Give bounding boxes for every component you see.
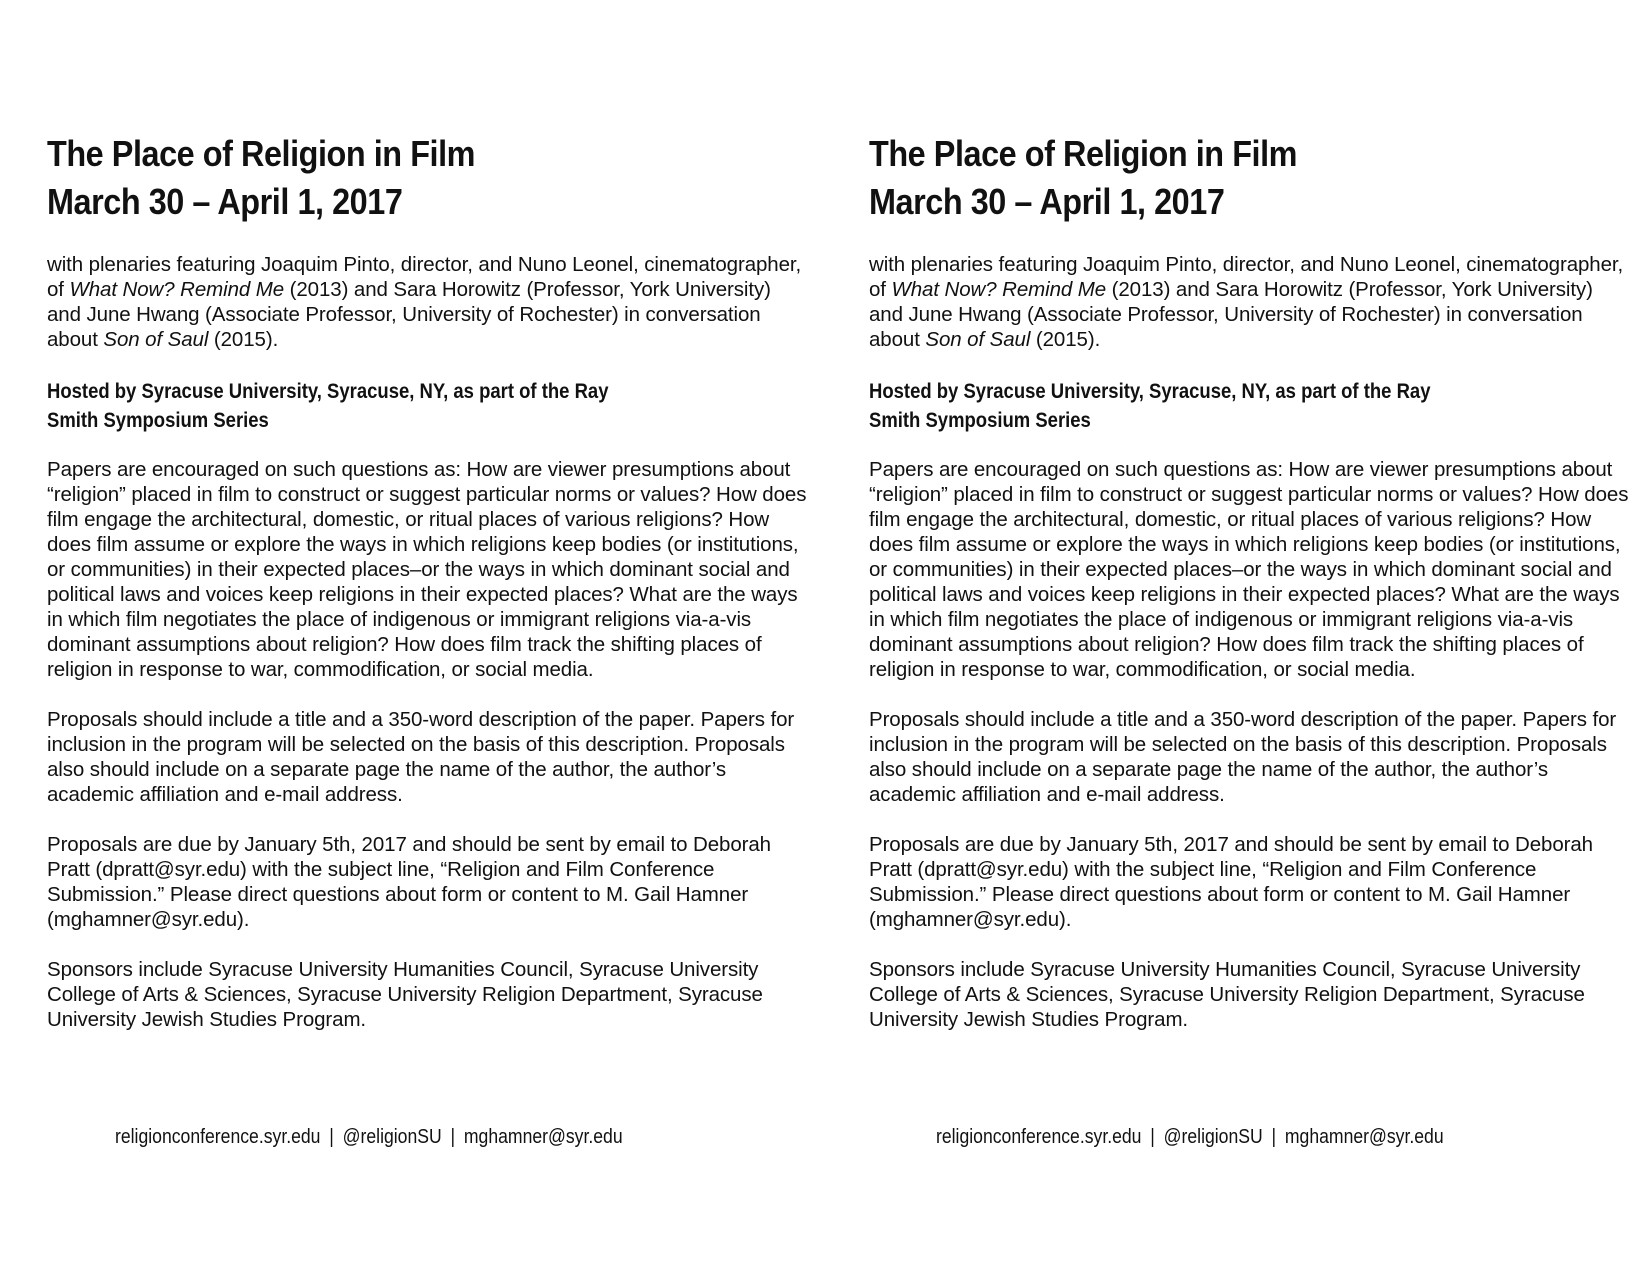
intro-text: (2015). <box>208 328 279 351</box>
footer-separator: | <box>1271 1126 1277 1148</box>
title-line-event: The Place of Religion in Film <box>869 133 1298 174</box>
website-link[interactable]: religionconference.syr.edu <box>936 1126 1142 1148</box>
website-link[interactable]: religionconference.syr.edu <box>115 1126 321 1148</box>
questions-paragraph: Papers are encouraged on such questions as: How are viewer presumptions about “religion” placed in film to construct or suggest particular norms or values? How does film engage the architectural, domestic, or ritual places of various religions? How does film assume or explore the ways in which religions keep bodies (or institutions, or communities) in their expected places–or the ways in which dominant social and political laws and voices keep religions in their expected places? What are the ways in which film negotiates the place of indigenous or immigrant religions via-a-vis dominant assumptions about religion? How does film track the shifting places of religion in response to war, commodification, or social media. <box>47 458 807 681</box>
footer-contacts <box>115 1124 623 1150</box>
title-line-event: The Place of Religion in Film <box>47 133 476 174</box>
intro-text: (2013) and Sara Horowitz (Professor, York University) and June Hwang (Associate Professor, University of Rochester) in conversation about <box>869 278 1593 351</box>
host-statement: Hosted by Syracuse University, Syracuse, NY, as part of the Ray Smith Symposium Series <box>869 380 1431 432</box>
flyer-right <box>869 130 1629 1057</box>
film-title: Son of Saul <box>925 328 1031 351</box>
email-link[interactable]: mghamner@syr.edu <box>463 1126 623 1148</box>
deadline-paragraph: Proposals are due by January 5th, 2017 and should be sent by email to Deborah Pratt (dpratt@syr.edu) with the subject line, “Religion and Film Conference Submission.” Please direct questions about form or content to M. Gail Hamner (mghamner@syr.edu). <box>47 833 771 931</box>
intro-text: with plenaries featuring Joaquim Pinto, director, and Nuno Leonel, cinematographer, of <box>869 253 1624 301</box>
proposals-paragraph: Proposals should include a title and a 350-word description of the paper. Papers for inclusion in the program will be selected on the basis of this description. Proposals also should include on a separate page the name of the author, the author’s academic affiliation and e-mail address. <box>47 708 795 806</box>
footer-separator: | <box>1150 1126 1155 1148</box>
intro-text: (2013) and Sara Horowitz (Professor, York University) and June Hwang (Associate Professor, University of Rochester) in conversation about <box>47 278 771 351</box>
title-line-dates: March 30 – April 1, 2017 <box>47 181 403 222</box>
title-line-dates: March 30 – April 1, 2017 <box>869 181 1225 222</box>
footer-contacts <box>936 1124 1444 1150</box>
footer-separator: | <box>450 1126 456 1148</box>
flyer-title <box>47 130 731 226</box>
flyer-title <box>869 130 1553 226</box>
email-link[interactable]: mghamner@syr.edu <box>1284 1126 1444 1148</box>
intro-paragraph <box>869 252 1629 352</box>
intro-text: with plenaries featuring Joaquim Pinto, director, and Nuno Leonel, cinematographer, of <box>47 253 802 301</box>
questions-paragraph: Papers are encouraged on such questions as: How are viewer presumptions about “religion” placed in film to construct or suggest particular norms or values? How does film engage the architectural, domestic, or ritual places of various religions? How does film assume or explore the ways in which religions keep bodies (or institutions, or communities) in their expected places–or the ways in which dominant social and political laws and voices keep religions in their expected places? What are the ways in which film negotiates the place of indigenous or immigrant religions via-a-vis dominant assumptions about religion? How does film track the shifting places of religion in response to war, commodification, or social media. <box>869 458 1629 681</box>
sponsors-paragraph: Sponsors include Syracuse University Humanities Council, Syracuse University College of Arts & Sciences, Syracuse University Religion Department, Syracuse University Jewish Studies Program. <box>869 958 1585 1031</box>
twitter-handle[interactable]: @religionSU <box>342 1126 442 1148</box>
footer-separator: | <box>329 1126 334 1148</box>
intro-paragraph <box>47 252 807 352</box>
twitter-handle[interactable]: @religionSU <box>1163 1126 1263 1148</box>
film-title: What Now? Remind Me <box>891 278 1107 301</box>
deadline-paragraph: Proposals are due by January 5th, 2017 and should be sent by email to Deborah Pratt (dpratt@syr.edu) with the subject line, “Religion and Film Conference Submission.” Please direct questions about form or content to M. Gail Hamner (mghamner@syr.edu). <box>869 833 1593 931</box>
host-statement: Hosted by Syracuse University, Syracuse, NY, as part of the Ray Smith Symposium Series <box>47 380 609 432</box>
film-title: Son of Saul <box>103 328 209 351</box>
intro-text: (2015). <box>1030 328 1101 351</box>
flyer-left <box>47 130 807 1057</box>
film-title: What Now? Remind Me <box>69 278 285 301</box>
proposals-paragraph: Proposals should include a title and a 350-word description of the paper. Papers for inclusion in the program will be selected on the basis of this description. Proposals also should include on a separate page the name of the author, the author’s academic affiliation and e-mail address. <box>869 708 1617 806</box>
sponsors-paragraph: Sponsors include Syracuse University Humanities Council, Syracuse University College of Arts & Sciences, Syracuse University Religion Department, Syracuse University Jewish Studies Program. <box>47 958 763 1031</box>
